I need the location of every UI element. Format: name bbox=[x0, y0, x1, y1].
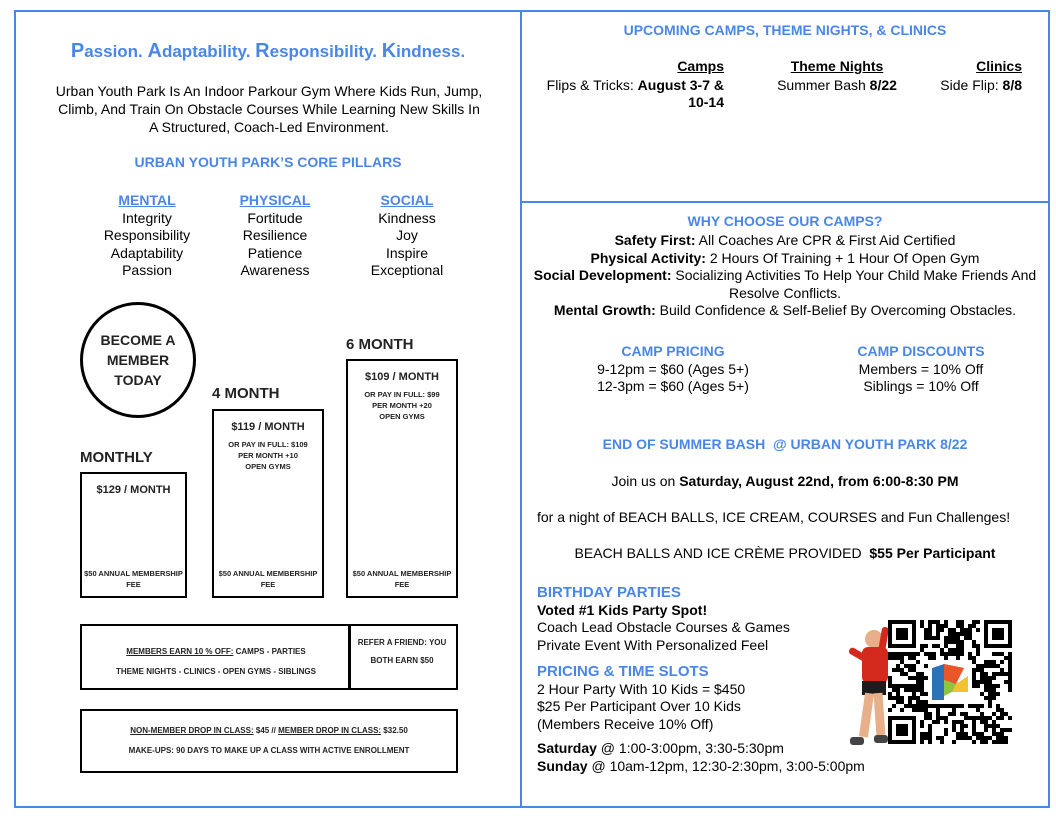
pillar-item: Fortitude bbox=[247, 209, 303, 226]
plan-pay-in-full: OR PAY IN FULL: $109 PER MONTH +10 OPEN GYMS bbox=[228, 440, 308, 471]
why-item-label: Mental Growth: bbox=[553, 302, 656, 318]
why-item-text: Socializing Activities To Help Your Child Make Friends And Resolve Conflicts. bbox=[671, 267, 1037, 301]
tagline-word: daptability. bbox=[161, 42, 256, 61]
birthday-line: Coach Lead Obstacle Courses & Games bbox=[537, 619, 790, 635]
plan-name-monthly: MONTHLY bbox=[80, 449, 153, 466]
saturday-times: @ 1:00-3:00pm, 3:30-5:30pm bbox=[596, 740, 784, 756]
why-item-label: Safety First: bbox=[614, 232, 696, 248]
plan-fee: $50 ANNUAL MEMBERSHIP FEE bbox=[352, 569, 452, 589]
clinics-heading: Clinics bbox=[976, 58, 1022, 74]
birthday-line: Private Event With Personalized Feel bbox=[537, 636, 769, 653]
pillar-item: Patience bbox=[247, 244, 303, 261]
camp-discount-item: Siblings = 10% Off bbox=[863, 378, 979, 394]
bash-night: for a night of BEACH BALLS, ICE CREAM, COURSES and Fun Challenges! bbox=[537, 509, 1011, 525]
pillar-item: Integrity bbox=[122, 209, 172, 226]
camp-discounts bbox=[816, 343, 1026, 396]
plan-pay-in-full: OR PAY IN FULL: $99 PER MONTH +20 OPEN GYMS bbox=[364, 390, 440, 421]
why-item-label: Physical Activity: bbox=[590, 249, 706, 266]
tagline-cap: R bbox=[255, 40, 270, 62]
sunday-slots bbox=[537, 757, 865, 776]
members-earn-text bbox=[82, 642, 350, 682]
plan-name-4-month: 4 MONTH bbox=[212, 385, 280, 402]
why-item bbox=[530, 302, 1040, 320]
camp-pricing bbox=[568, 343, 778, 396]
drop-in-box bbox=[80, 709, 458, 773]
intro-text: Urban Youth Park Is An Indoor Parkour Gym Where Kids Run, Jump, Climb, And Train On Obstacle Courses While Learning New Skills In A Structured, Coach-Led Environment. bbox=[55, 83, 483, 135]
camps-label: Flips & Tricks: bbox=[546, 77, 638, 93]
tagline-cap: K bbox=[381, 40, 397, 62]
party-pricing-item: $25 Per Participant Over 10 Kids bbox=[537, 698, 741, 714]
why-item bbox=[530, 250, 1040, 268]
camps-dates: August 3-7 & 10-14 bbox=[637, 77, 724, 110]
theme-nights-heading: Theme Nights bbox=[790, 58, 884, 74]
camps-heading: Camps bbox=[677, 58, 724, 74]
upcoming-panel bbox=[520, 10, 1050, 203]
why-list bbox=[530, 232, 1040, 320]
tagline-word: assion. bbox=[84, 42, 148, 61]
pillar-item: Awareness bbox=[240, 262, 310, 278]
tagline-word: esponsibility. bbox=[269, 42, 382, 61]
bash-provided bbox=[522, 545, 1048, 563]
camps-column bbox=[536, 58, 724, 111]
plan-card-6-month bbox=[346, 359, 458, 598]
pillar-item: Kindness bbox=[378, 209, 436, 226]
pillar-item: Adaptability bbox=[110, 244, 184, 261]
theme-nights-column bbox=[758, 58, 916, 94]
saturday-slots bbox=[537, 740, 837, 758]
bash-title: END OF SUMMER BASH @ URBAN YOUTH PARK 8/22 bbox=[602, 436, 968, 452]
plan-fee: $50 ANNUAL MEMBERSHIP FEE bbox=[84, 569, 183, 589]
refer-friend-text: REFER A FRIEND: YOU BOTH EARN $50 bbox=[357, 638, 447, 665]
clinics-date: 8/8 bbox=[1002, 77, 1022, 93]
camp-discounts-title: CAMP DISCOUNTS bbox=[857, 343, 985, 359]
member-dropin-value: $32.50 bbox=[381, 726, 408, 735]
tagline-cap: P bbox=[70, 40, 85, 62]
child-climbing-photo bbox=[844, 625, 894, 755]
party-pricing-item: 2 Hour Party With 10 Kids = $450 bbox=[537, 680, 746, 697]
pillar-physical bbox=[200, 192, 350, 280]
birthday-section bbox=[537, 584, 865, 775]
why-item-text: Build Confidence & Self-Belief By Overcoming Obstacles. bbox=[655, 302, 1017, 318]
tagline-word: indness. bbox=[396, 42, 466, 61]
pillar-heading: MENTAL bbox=[118, 192, 176, 208]
become-member-text: BECOME A MEMBER TODAY bbox=[100, 332, 176, 388]
why-item bbox=[530, 267, 1040, 302]
why-item-text: 2 Hours Of Training + 1 Hour Of Open Gym bbox=[705, 249, 980, 266]
plan-fee: $50 ANNUAL MEMBERSHIP FEE bbox=[218, 569, 318, 589]
qr-code[interactable] bbox=[888, 620, 1012, 744]
nonmember-dropin-value: $45 // bbox=[253, 726, 279, 735]
pillar-heading: SOCIAL bbox=[380, 192, 434, 208]
pillar-item: Joy bbox=[396, 227, 418, 243]
camp-pricing-item: 9-12pm = $60 (Ages 5+) bbox=[597, 360, 749, 377]
about-panel bbox=[14, 10, 522, 808]
plan-card-4-month bbox=[212, 409, 324, 598]
members-earn-items-2: THEME NIGHTS - CLINICS - OPEN GYMS - SIBLINGS bbox=[115, 667, 316, 676]
pillar-item: Passion bbox=[122, 262, 172, 278]
why-title: WHY CHOOSE OUR CAMPS? bbox=[687, 213, 883, 229]
nonmember-dropin-label: NON-MEMBER DROP IN CLASS: bbox=[130, 726, 254, 735]
pillar-item: Inspire bbox=[385, 244, 429, 261]
tagline-cap: A bbox=[147, 40, 162, 62]
members-earn-items: CAMPS - PARTIES bbox=[233, 647, 306, 656]
bash-price: $55 Per Participant bbox=[869, 545, 996, 561]
bash-date: Saturday, August 22nd, from 6:00-8:30 PM bbox=[679, 473, 959, 489]
pillar-heading: PHYSICAL bbox=[239, 192, 311, 208]
why-item-text: All Coaches Are CPR & First Aid Certified bbox=[695, 232, 956, 248]
pillar-item: Responsibility bbox=[103, 227, 191, 243]
sunday-times: @ 10am-12pm, 12:30-2:30pm, 3:00-5:00pm bbox=[587, 757, 865, 774]
camps-panel bbox=[520, 201, 1050, 808]
saturday-label: Saturday bbox=[537, 740, 597, 756]
plan-price: $119 / MONTH bbox=[231, 421, 305, 433]
pillars-title: URBAN YOUTH PARK’S CORE PILLARS bbox=[134, 154, 402, 170]
plan-price: $129 / MONTH bbox=[96, 484, 171, 496]
plan-name-6-month: 6 MONTH bbox=[346, 336, 414, 353]
pillar-item: Exceptional bbox=[370, 262, 444, 278]
become-member-badge bbox=[80, 302, 196, 418]
party-pricing-item: (Members Receive 10% Off) bbox=[537, 715, 714, 732]
why-item bbox=[530, 232, 1040, 250]
member-benefits-box bbox=[80, 624, 458, 690]
tagline bbox=[16, 40, 520, 63]
camp-pricing-item: 12-3pm = $60 (Ages 5+) bbox=[597, 378, 749, 394]
pillar-social bbox=[332, 192, 482, 280]
plan-price: $109 / MONTH bbox=[365, 371, 439, 383]
birthday-title: BIRTHDAY PARTIES bbox=[537, 584, 681, 601]
why-item-label: Social Development: bbox=[533, 267, 672, 283]
makeups-text: MAKE-UPS: 90 DAYS TO MAKE UP A CLASS WITH ACTIVE ENROLLMENT bbox=[128, 746, 410, 755]
theme-date: 8/22 bbox=[869, 77, 897, 93]
sunday-label: Sunday bbox=[537, 757, 588, 774]
camp-discount-item: Members = 10% Off bbox=[858, 360, 984, 377]
bash-join bbox=[522, 473, 1048, 491]
party-pricing-title: PRICING & TIME SLOTS bbox=[537, 663, 709, 680]
clinics-label: Side Flip: bbox=[940, 77, 1003, 93]
plan-card-monthly bbox=[80, 472, 187, 598]
pillar-item: Resilience bbox=[242, 227, 308, 243]
bash-join-pre: Join us on bbox=[611, 473, 680, 489]
theme-label: Summer Bash bbox=[777, 77, 870, 93]
members-earn-label: MEMBERS EARN 10 % OFF: bbox=[126, 647, 234, 656]
box-divider bbox=[348, 624, 351, 690]
bash-provided-text: BEACH BALLS AND ICE CRÈME PROVIDED bbox=[574, 545, 870, 561]
camp-pricing-title: CAMP PRICING bbox=[621, 343, 725, 359]
upcoming-title: UPCOMING CAMPS, THEME NIGHTS, & CLINICS bbox=[623, 22, 947, 38]
birthday-voted: Voted #1 Kids Party Spot! bbox=[537, 601, 708, 618]
clinics-column bbox=[922, 58, 1022, 94]
member-dropin-label: MEMBER DROP IN CLASS: bbox=[278, 726, 382, 735]
